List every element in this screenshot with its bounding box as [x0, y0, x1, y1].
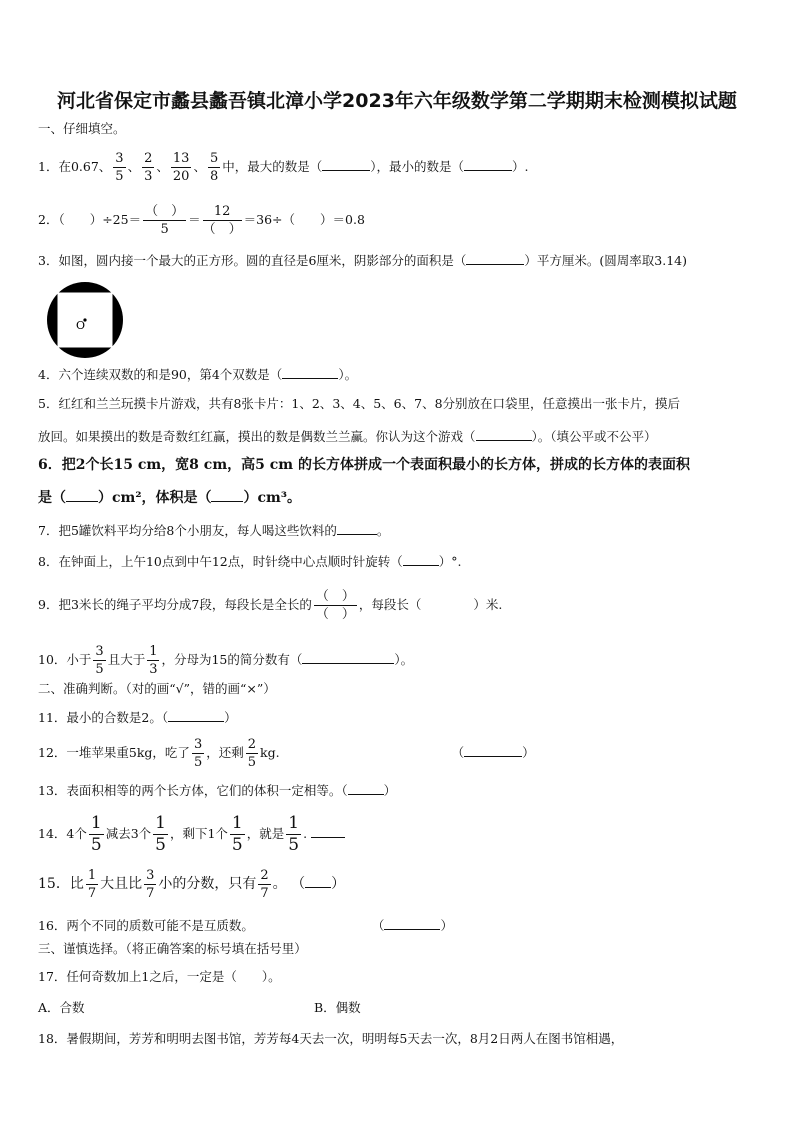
fraction: $\frac{( )}{( )}$ — [315, 589, 355, 622]
question-5-line1: 5．红红和兰兰玩摸卡片游戏，共有8张卡片：1、2、3、4、5、6、7、8分别放在口袋里，任意摸出一张卡片，摸后 — [38, 396, 681, 411]
answer-blank[interactable] — [311, 825, 345, 838]
fraction: $\frac{2}{5}$ — [247, 737, 257, 770]
answer-blank[interactable] — [168, 709, 224, 722]
answer-blank[interactable] — [302, 651, 394, 664]
answer-blank[interactable] — [384, 917, 440, 930]
fraction: $\frac{3}{5}$ — [95, 644, 104, 677]
fraction: $\frac{13}{20}$ — [172, 151, 190, 184]
question-10: 10．小于 $\frac{3}{5}$ 且大于 $\frac{1}{3}$ ，分母为15的简分数有（ ）。 — [38, 644, 414, 677]
question-12: 12．一堆苹果重5kg，吃了 $\frac{3}{5}$ ，还剩 $\frac{2}{5}$ kg. （ ） — [38, 737, 535, 770]
option-a[interactable]: A．合数 — [38, 1000, 85, 1015]
fraction: $\frac{1}{5}$ — [231, 813, 243, 855]
question-7: 7．把5罐饮料平均分给8个小朋友，每人喝这些饮料的 。 — [38, 523, 390, 538]
section-1-heading: 一、仔细填空。 — [38, 121, 126, 136]
question-18: 18．暑假期间，芳芳和明明去图书馆，芳芳每4天去一次，明明每5天去一次，8月2日两人在图书馆相遇， — [38, 1031, 624, 1046]
fraction: $\frac{1}{5}$ — [155, 813, 166, 855]
section-2-heading: 二、准确判断。（对的画“√”，错的画“×”） — [38, 681, 276, 696]
circle-square-figure — [45, 280, 125, 360]
question-4: 4．六个连续双数的和是90，第4个双数是（ ）。 — [38, 367, 358, 382]
answer-blank[interactable] — [322, 158, 370, 171]
question-11: 11．最小的合数是2。（ ） — [38, 710, 237, 725]
question-2: 2．（ ）÷25＝ $\frac{( )}{5}$ ＝ $\frac{12}{( )}$ ＝36÷（ ）＝0.8 — [38, 204, 365, 237]
question-13: 13．表面积相等的两个长方体，它们的体积一定相等。（ ） — [38, 783, 397, 798]
question-5-line2: 放回。如果摸出的数是奇数红红赢，摸出的数是偶数兰兰赢。你认为这个游戏（ ）。（填公平或不公平） — [38, 429, 657, 444]
question-6-line2: 是（ ）cm²，体积是（ ）cm³。 — [38, 490, 301, 506]
answer-blank[interactable] — [464, 744, 522, 757]
answer-blank[interactable] — [211, 489, 243, 502]
fraction: $\frac{3}{5}$ — [115, 151, 124, 184]
question-8: 8．在钟面上，上午10点到中午12点，时针绕中心点顺时针旋转（ ）°. — [38, 554, 462, 569]
question-6-line1: 6．把2个长15 cm，宽8 cm，高5 cm 的长方体拼成一个表面积最小的长方体，拼成的长方体的表面积 — [38, 457, 690, 473]
answer-blank[interactable] — [305, 875, 331, 888]
question-15: 15．比 $\frac{1}{7}$ 大且比 $\frac{3}{7}$ 小的分数，只有 $\frac{2}{7}$ 。 （ ） — [38, 868, 346, 901]
exam-title: 河北省保定市蠡县蠡吾镇北漳小学2023年六年级数学第二学期期末检测模拟试题 — [57, 90, 737, 112]
fraction: $\frac{1}{7}$ — [87, 868, 97, 901]
answer-blank[interactable] — [337, 522, 377, 535]
fraction: $\frac{5}{8}$ — [209, 151, 219, 184]
option-b[interactable]: B．偶数 — [314, 1000, 361, 1015]
question-17: 17．任何奇数加上1之后，一定是（ ）。 — [38, 969, 281, 984]
answer-blank[interactable] — [466, 252, 524, 265]
fraction: $\frac{3}{5}$ — [193, 737, 203, 770]
fraction: $\frac{1}{5}$ — [90, 813, 102, 855]
fraction: $\frac{2}{3}$ — [144, 151, 153, 184]
question-16: 16．两个不同的质数可能不是互质数。 （ ） — [38, 918, 453, 933]
fraction: $\frac{1}{3}$ — [149, 644, 158, 677]
answer-blank[interactable] — [476, 428, 532, 441]
question-1: 1．在0.67、 $\frac{3}{5}$ 、 $\frac{2}{3}$ 、 $\frac{13}{20}$ 、 $\frac{5}{8}$ 中，最大的数是（ ），最小的数是（ ）. — [38, 151, 529, 184]
fraction: $\frac{3}{7}$ — [146, 868, 155, 901]
question-3: 3．如图，圆内接一个最大的正方形。圆的直径是6厘米，阴影部分的面积是（ ）平方厘米。(圆周率取3.14) — [38, 253, 688, 268]
fraction: $\frac{( )}{5}$ — [145, 204, 185, 237]
answer-blank[interactable] — [348, 782, 384, 795]
answer-blank[interactable] — [66, 489, 98, 502]
fraction: $\frac{2}{7}$ — [260, 868, 269, 901]
answer-blank[interactable] — [464, 158, 512, 171]
center-label: O — [76, 319, 86, 332]
question-9: 9．把3米长的绳子平均分成7段，每段长是全长的 $\frac{( )}{( )}$ ，每段长（ ）米. — [38, 589, 503, 622]
fraction: $\frac{1}{5}$ — [288, 813, 300, 855]
fraction: $\frac{12}{( )}$ — [202, 204, 242, 237]
answer-blank[interactable] — [282, 366, 338, 379]
question-14: 14．4个 $\frac{1}{5}$ 减去3个 $\frac{1}{5}$ ，剩下1个 $\frac{1}{5}$ ，就是 $\frac{1}{5}$ . — [38, 815, 345, 854]
section-3-heading: 三、谨慎选择。（将正确答案的标号填在括号里） — [38, 941, 307, 956]
answer-blank[interactable] — [403, 553, 439, 566]
